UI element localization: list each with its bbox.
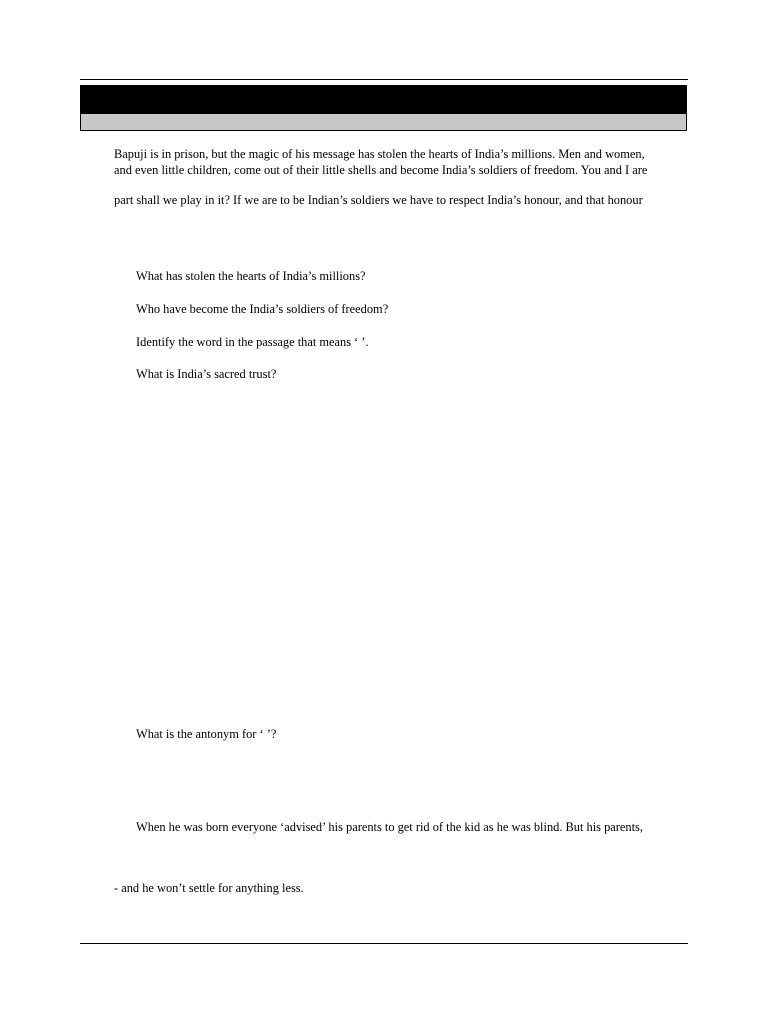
question-item: What is the antonym for ‘ ’? — [136, 727, 277, 741]
section-subheader-bar — [80, 113, 687, 131]
header-rule — [80, 79, 688, 80]
passage-line: Bapuji is in prison, but the magic of his message has stolen the hearts of India’s millions. Men and women, — [114, 147, 645, 161]
question-item: Identify the word in the passage that means ‘ ’. — [136, 335, 369, 349]
passage-line: - and he won’t settle for anything less. — [114, 881, 304, 895]
passage-line: part shall we play in it? If we are to be Indian’s soldiers we have to respect India’s honour, and that honour — [114, 193, 643, 207]
question-item: What has stolen the hearts of India’s millions? — [136, 269, 366, 283]
footer-rule — [80, 943, 688, 944]
section-header-bar — [80, 85, 687, 113]
question-item: Who have become the India’s soldiers of freedom? — [136, 302, 389, 316]
question-item: What is India’s sacred trust? — [136, 367, 277, 381]
passage-line: and even little children, come out of their little shells and become India’s soldiers of freedom. You and I are — [114, 163, 648, 177]
passage-line: When he was born everyone ‘advised’ his parents to get rid of the kid as he was blind. But his parents, — [136, 820, 643, 834]
